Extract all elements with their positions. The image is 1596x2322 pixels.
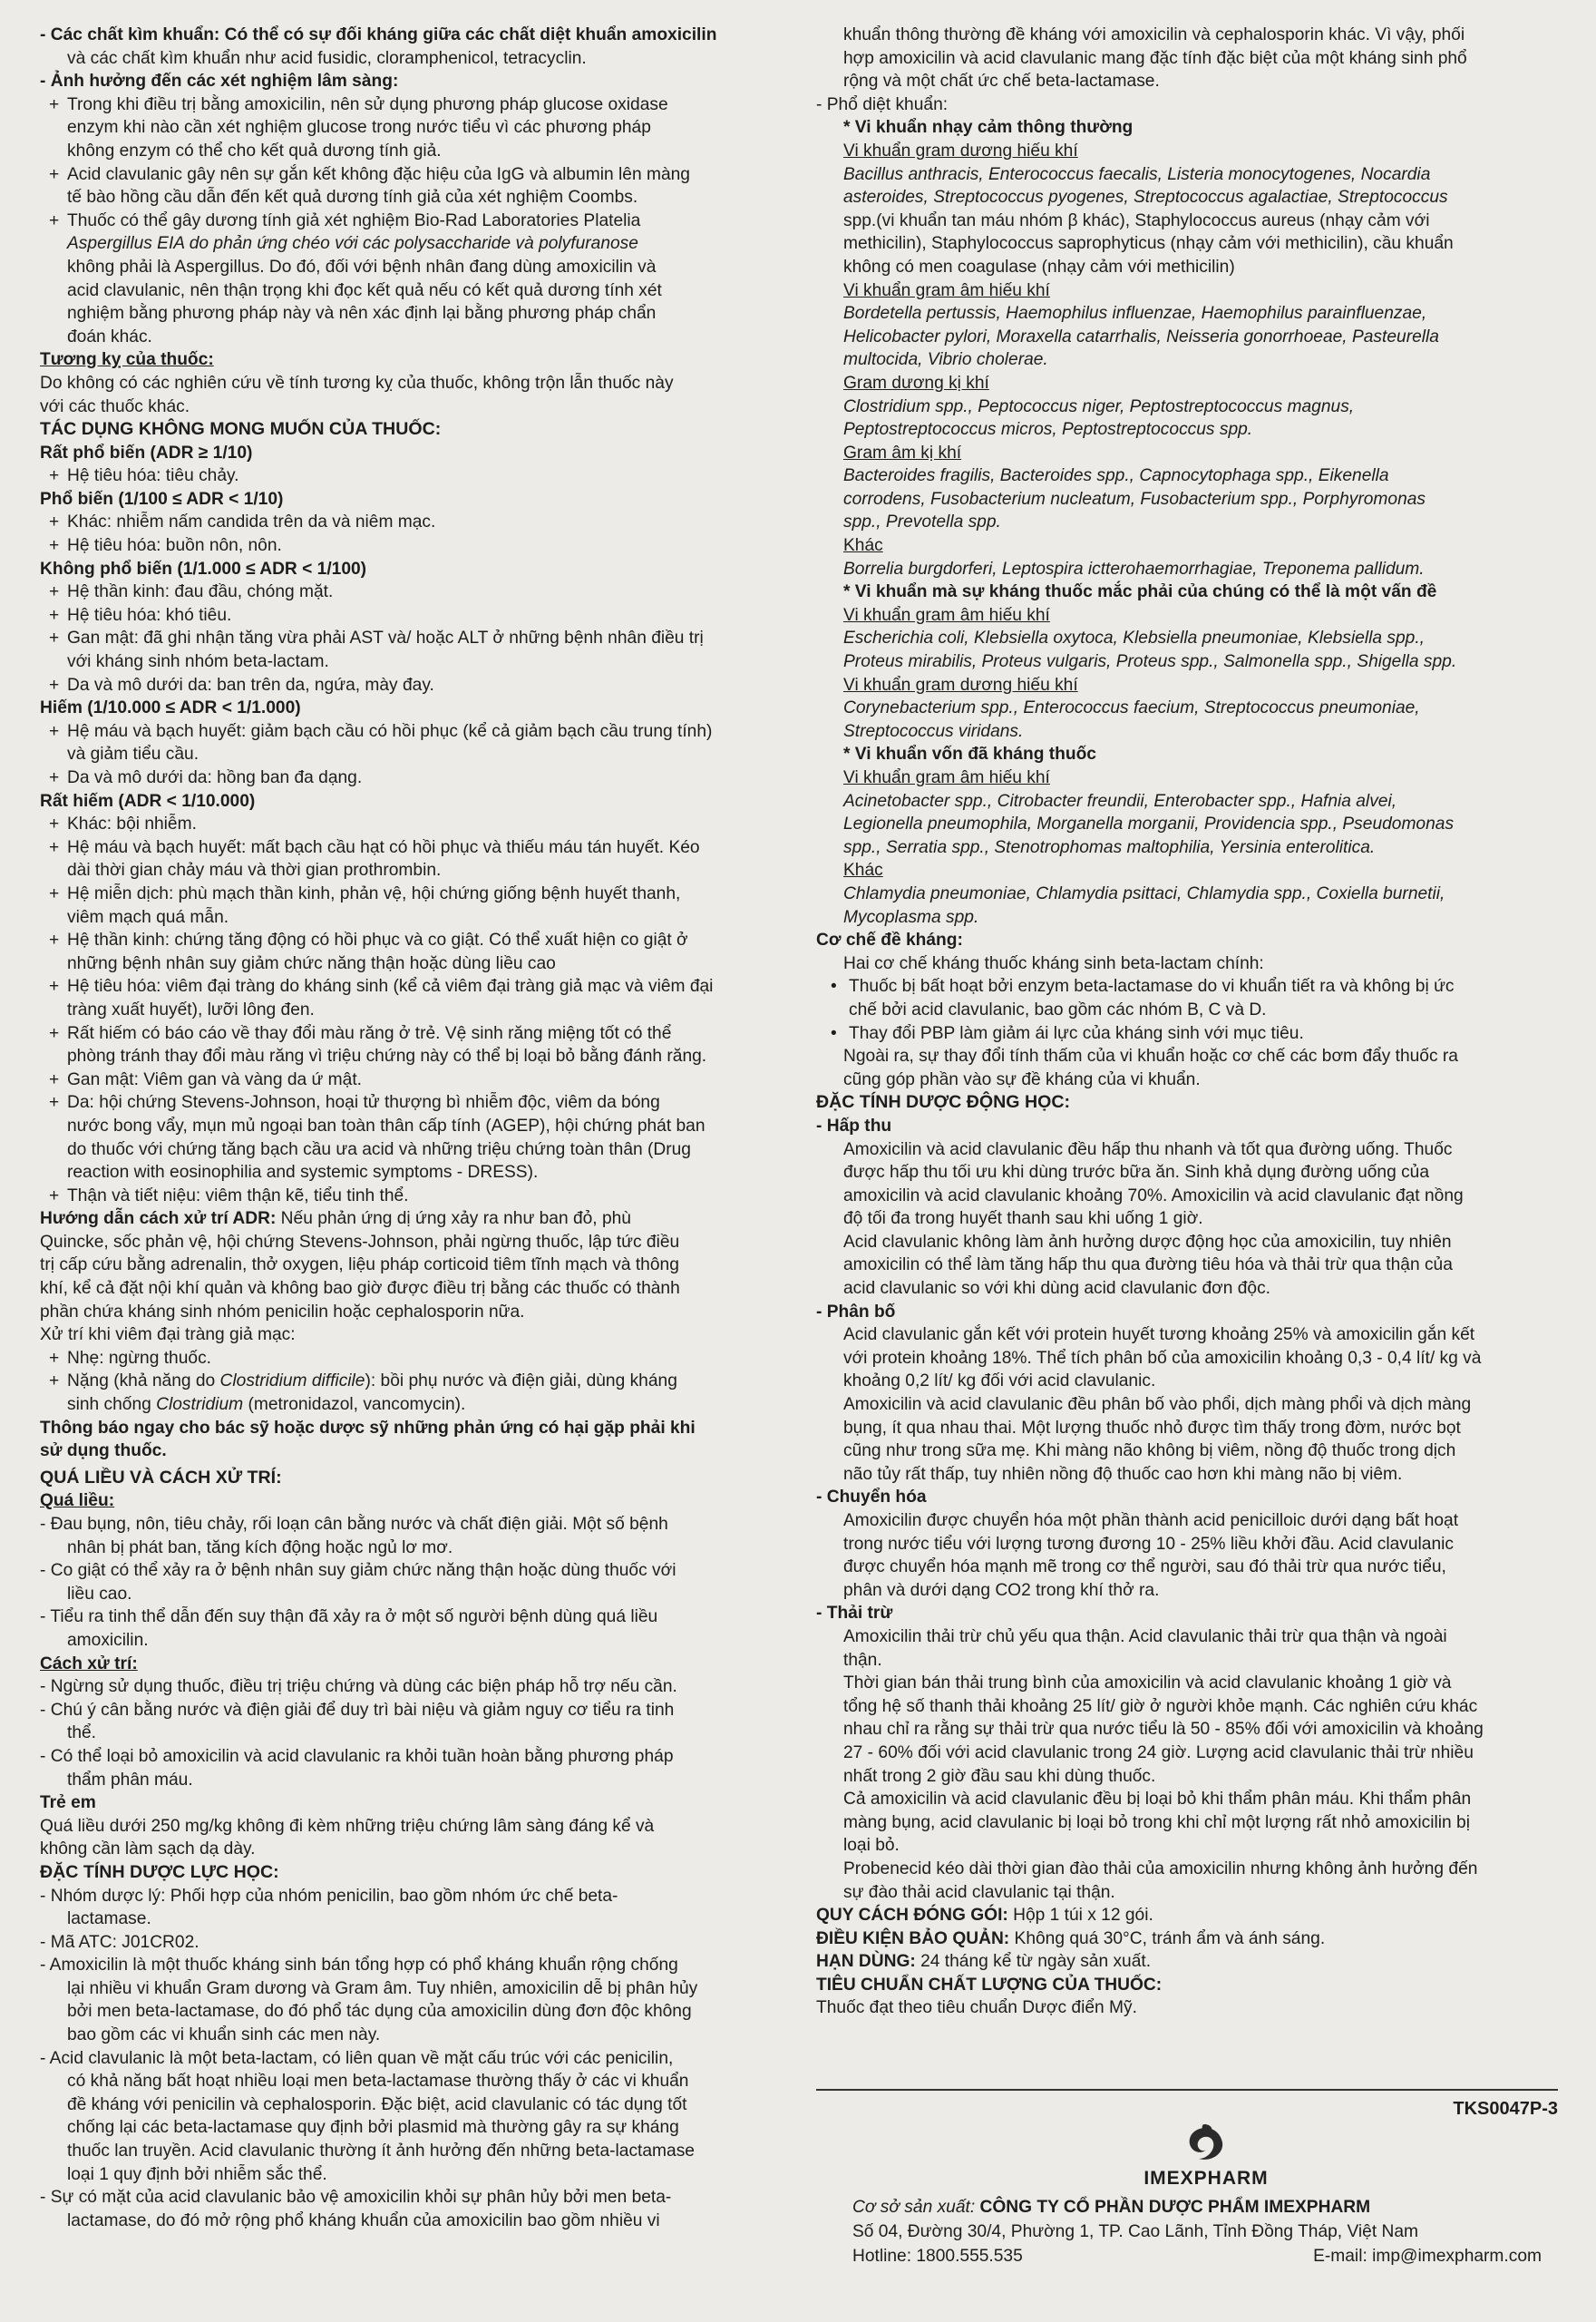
address-line: Số 04, Đường 30/4, Phường 1, TP. Cao Lãnh, Tỉnh Đồng Tháp, Việt Nam (852, 2222, 1419, 2241)
list-item: + Trong khi điều trị bằng amoxicilin, nên sử dụng phương pháp glucose oxidase enzym khi nào cần xét nghiệm glucose trong nước tiểu vì các phương pháp không enzym có thể cho kết quả dương tính giả. (49, 94, 668, 161)
text-line: Acinetobacter spp., Citrobacter freundii, Enterobacter spp., Hafnia alvei, (843, 791, 1397, 811)
text-line: với protein khoảng 18%. Thể tích phân bố của amoxicilin khoảng 0,3 - 0,4 lít/ kg và (843, 1348, 1482, 1368)
text-line: khuẩn thông thường đề kháng với amoxicilin và cephalosporin khác. Vì vậy, phối (843, 25, 1465, 44)
list-item: + Hệ tiêu hóa: tiêu chảy. (49, 466, 239, 486)
text-line: - Các chất kìm khuẩn: Có thể có sự đối kháng giữa các chất diệt khuẩn amoxicilin (40, 25, 717, 44)
list-item: • Thay đổi PBP làm giảm ái lực của kháng sinh với mục tiêu. (831, 1023, 1304, 1043)
subheading: Vi khuẩn gram âm hiếu khí (843, 605, 1050, 625)
text-line: thể. (67, 1723, 97, 1743)
list-item: • Thuốc bị bất hoạt bởi enzym beta-lactamase do vi khuẩn tiết ra và không bị ức chế bởi acid clavulanic, bao gồm các nhóm B, C và D. (831, 977, 1455, 1020)
subheading: Khác (843, 536, 883, 556)
list-item: + Hệ tiêu hóa: khó tiêu. (49, 605, 232, 625)
text-line: spp.(vi khuẩn tan máu nhóm β khác), Staphylococcus aureus (nhạy cảm với (843, 210, 1430, 230)
text-line: Amoxicilin và acid clavulanic đều hấp thu nhanh và tốt qua đường uống. Thuốc (843, 1139, 1453, 1159)
text-line: Chlamydia pneumoniae, Chlamydia psittaci, Chlamydia spp., Coxiella burnetii, (843, 883, 1445, 903)
text-line: được hấp thu tối ưu khi dùng trước bữa ăn. Sinh khả dụng đường uống của (843, 1163, 1430, 1183)
subheading: Cách xử trí: (40, 1654, 138, 1673)
list-item: + Hệ máu và bạch huyết: mất bạch cầu hạt có hồi phục và thiếu máu tán huyết. Kéo dài thời gian chảy máu và thời gian prothrombin. (49, 837, 700, 881)
subheading: * Vi khuẩn nhạy cảm thông thường (843, 118, 1134, 138)
text-line: chống lại các beta-lactamase quy định bởi plasmid mà thường gây ra sự kháng (67, 2118, 679, 2138)
subheading: Cơ chế đề kháng: (816, 931, 963, 951)
text-line: nhất trong 2 giờ đầu sau khi dùng thuốc. (843, 1766, 1156, 1786)
list-item: + Khác: bội nhiễm. (49, 815, 197, 834)
text-line: 27 - 60% đối với acid clavulanic trong 24 giờ. Lượng acid clavulanic thải trừ nhiều (843, 1742, 1474, 1762)
text-line: màng bụng, acid clavulanic bị loại bỏ trong khi chỉ một lượng rất nhỏ amoxicilin bị (843, 1812, 1470, 1832)
text-line: Helicobacter pylori, Moraxella catarrhalis, Neisseria gonorrhoeae, Pasteurella (843, 327, 1439, 346)
text-line: acid clavulanic so với khi dùng acid clavulanic đơn độc. (843, 1279, 1270, 1299)
text-line: Bacillus anthracis, Enterococcus faecalis, Listeria monocytogenes, Nocardia (843, 164, 1431, 184)
section-heading: ĐẶC TÍNH DƯỢC ĐỘNG HỌC: (816, 1092, 1071, 1113)
packaging-line: QUY CÁCH ĐÓNG GÓI: Hộp 1 túi x 12 gói. (816, 1906, 1153, 1926)
subheading: - Chuyển hóa (816, 1488, 927, 1507)
logo-icon (1177, 2122, 1235, 2166)
text-line: loại 1 quy định bởi nhiễm sắc thể. (67, 2164, 327, 2184)
text-line: - Co giật có thể xảy ra ở bệnh nhân suy giảm chức năng thận hoặc dùng thuốc với (40, 1561, 676, 1581)
subheading: Phổ biến (1/100 ≤ ADR < 1/10) (40, 489, 284, 509)
list-item: + Hệ miễn dịch: phù mạch thần kinh, phản vệ, hội chứng giống bệnh huyết thanh, viêm mạch quá mẫn. (49, 883, 681, 927)
text-line: multocida, Vibrio cholerae. (843, 350, 1048, 370)
text-line: asteroides, Streptococcus pyogenes, Streptococcus agalactiae, Streptococcus (843, 188, 1448, 208)
text-line: Mycoplasma spp. (843, 907, 979, 927)
subheading: Gram âm kị khí (843, 443, 962, 463)
text-line: trong nước tiểu với lượng tương đương 10 - 25% liều khởi đầu. Acid clavulanic (843, 1534, 1454, 1554)
text-line: loại bỏ. (843, 1836, 900, 1856)
subheading: Rất hiếm (ADR < 1/10.000) (40, 791, 256, 811)
subheading: Vi khuẩn gram âm hiếu khí (843, 768, 1050, 787)
list-item: + Gan mật: Viêm gan và vàng da ứ mật. (49, 1069, 362, 1089)
list-item: + Da: hội chứng Stevens-Johnson, hoại tử thượng bì nhiễm độc, viêm da bóng nước bong vẩy, mụn mủ ngoại ban toàn thân cấp tính (AGEP), hội chứng phát ban do thuốc với chứng tăng bạch cầu ưa acid và những triệu chứng toàn thân (Drug reaction with eosinophilia and systemic symptoms - DRESS). (49, 1093, 706, 1183)
text-line: Streptococcus viridans. (843, 721, 1024, 741)
list-item: + Gan mật: đã ghi nhận tăng vừa phải AST và/ hoặc ALT ở những bệnh nhân điều trị với kháng sinh nhóm beta-lactam. (49, 629, 704, 672)
text-line: nhân bị phát ban, tăng kích động hoặc ngủ lơ mơ. (67, 1537, 453, 1557)
section-heading: QUÁ LIỀU VÀ CÁCH XỬ TRÍ: (40, 1467, 282, 1488)
warning-text: sử dụng thuốc. (40, 1441, 167, 1461)
text-line: Bacteroides fragilis, Bacteroides spp., Capnocytophaga spp., Eikenella (843, 466, 1389, 486)
text-line: lại nhiều vi khuẩn Gram dương và Gram âm. Tuy nhiên, amoxicilin dễ bị phân hủy (67, 1978, 698, 1998)
list-item: + Acid clavulanic gây nên sự gắn kết không đặc hiệu của IgG và albumin lên màng tế bào hồng cầu dẫn đến kết quả dương tính giả của xét nghiệm Coombs. (49, 164, 690, 208)
text-line: spp., Serratia spp., Stenotrophomas maltophilia, Yersinia enterolitica. (843, 837, 1376, 857)
text-line: không có men coagulase (nhạy cảm với methicilin) (843, 257, 1235, 277)
text-line: - Chú ý cân bằng nước và điện giải để duy trì bài niệu và giảm nguy cơ tiểu ra tinh (40, 1700, 675, 1720)
text-line: methicilin), Staphylococcus saprophyticus (nhạy cảm với methicilin), cầu khuẩn (843, 234, 1454, 254)
text-line: độ tối đa trong huyết thanh sau khi uống 1 giờ. (843, 1209, 1203, 1229)
text-line: - Nhóm dược lý: Phối hợp của nhóm penicilin, bao gồm nhóm ức chế beta- (40, 1886, 618, 1906)
subheading: - Thải trừ (816, 1604, 893, 1624)
text-line: Hướng dẫn cách xử trí ADR: Nếu phản ứng dị ứng xảy ra như ban đỏ, phù (40, 1209, 631, 1229)
subheading: - Phân bố (816, 1302, 896, 1322)
text-line: đề kháng với penicilin và cephalosporin. Đặc biệt, acid clavulanic có tác dụng tốt (67, 2094, 687, 2114)
text-line: bao gồm các vi khuẩn sinh các men này. (67, 2025, 381, 2045)
text-line: khí, kể cả đặt nội khí quản và không bao giờ được điều trị bằng các thuốc có thành (40, 1279, 680, 1299)
section-heading: TIÊU CHUẨN CHẤT LƯỢNG CỦA THUỐC: (816, 1975, 1163, 1995)
right-column (816, 24, 1558, 2020)
text-line: Amoxicilin và acid clavulanic đều phân bố vào phổi, dịch màng phổi và dịch màng (843, 1395, 1472, 1415)
left-column (40, 24, 771, 2232)
contact-row (852, 2244, 1542, 2268)
text-line: - Có thể loại bỏ amoxicilin và acid clavulanic ra khỏi tuần hoàn bằng phương pháp (40, 1746, 674, 1766)
text-line: - Đau bụng, nôn, tiêu chảy, rối loạn cân bằng nước và chất điện giải. Một số bệnh (40, 1515, 668, 1534)
text-line: Proteus mirabilis, Proteus vulgaris, Proteus spp., Salmonella spp., Shigella spp. (843, 652, 1457, 672)
list-item: + Hệ tiêu hóa: viêm đại tràng do kháng sinh (kể cả viêm đại tràng giả mạc và viêm đại tràng xuất huyết), lưỡi lông đen. (49, 977, 714, 1020)
list-item: + Hệ tiêu hóa: buồn nôn, nôn. (49, 536, 282, 556)
text-line: Probenecid kéo dài thời gian đào thải của amoxicilin nhưng không ảnh hưởng đến (843, 1859, 1478, 1878)
text-line: Quincke, sốc phản vệ, hội chứng Stevens-Johnson, phải ngừng thuốc, lập tức điều (40, 1232, 680, 1252)
text-line: liều cao. (67, 1584, 132, 1604)
text-line: không cần làm sạch dạ dày. (40, 1839, 256, 1859)
manufacturer-block (852, 2195, 1542, 2268)
text-line: phân và dưới dạng CO2 trong khí thở ra. (843, 1580, 1160, 1600)
subheading: * Vi khuẩn vốn đã kháng thuốc (843, 745, 1096, 765)
text-line: Corynebacterium spp., Enterococcus faecium, Streptococcus pneumoniae, (843, 698, 1420, 718)
text-line: lactamase. (67, 1909, 151, 1929)
list-item: + Hệ thần kinh: chứng tăng động có hồi phục và co giật. Có thể xuất hiện co giật ở những bệnh nhân suy giảm chức năng thận hoặc dùng liều cao (49, 931, 688, 973)
text-line: có khả năng bất hoạt nhiều loại men beta-lactamase thường thấy ở các vi khuẩn (67, 2072, 689, 2092)
text-line: cũng góp phần vào sự đề kháng của vi khuẩn. (843, 1069, 1201, 1089)
text-line: Acid clavulanic không làm ảnh hưởng dược động học của amoxicilin, tuy nhiên (843, 1232, 1452, 1252)
subheading: Vi khuẩn gram dương hiếu khí (843, 141, 1078, 161)
text-line: phần chứa kháng sinh nhóm penicilin hoặc cephalosporin nữa. (40, 1302, 525, 1322)
subheading: Vi khuẩn gram dương hiếu khí (843, 675, 1078, 695)
list-item: + Khác: nhiễm nấm candida trên da và niêm mạc. (49, 512, 436, 532)
text-line: Do không có các nghiên cứu về tính tương kỵ của thuốc, không trộn lẫn thuốc này (40, 373, 674, 393)
text-line: trị cấp cứu bằng adrenalin, thở oxygen, liệu pháp corticoid tiêm tĩnh mạch và thông (40, 1255, 679, 1275)
text-line: Amoxicilin được chuyển hóa một phần thành acid penicilloic dưới dạng bất hoạt (843, 1511, 1459, 1530)
list-item: + Hệ thần kinh: đau đầu, chóng mặt. (49, 582, 334, 602)
text-line: Ngoài ra, sự thay đổi tính thấm của vi khuẩn hoặc cơ chế các bơm đẩy thuốc ra (843, 1047, 1458, 1067)
text-line: và các chất kìm khuẩn như acid fusidic, cloramphenicol, tetracyclin. (67, 48, 587, 68)
section-heading: TÁC DỤNG KHÔNG MONG MUỐN CỦA THUỐC: (40, 419, 442, 440)
text-line: sự đào thải acid clavulanic tại thận. (843, 1882, 1115, 1902)
subheading: Rất phổ biến (ADR ≥ 1/10) (40, 443, 253, 463)
text-line: với các thuốc khác. (40, 396, 190, 416)
text-line: nhau chỉ ra rằng sự thải trừ qua nước tiểu là 50 - 85% đối với amoxicilin và khoảng (843, 1720, 1484, 1740)
text-line: cũng như trong sữa mẹ. Khi màng não không bị viêm, nồng độ thuốc trong dịch (843, 1441, 1456, 1461)
section-heading: - Ảnh hưởng đến các xét nghiệm lâm sàng: (40, 72, 399, 92)
text-line: thận. (843, 1650, 882, 1670)
subheading: * Vi khuẩn mà sự kháng thuốc mắc phải của chúng có thể là một vấn đề (843, 582, 1437, 602)
text-line: khoảng 0,2 lít/ kg đối với acid clavulanic. (843, 1371, 1156, 1391)
section-heading: Tương kỵ của thuốc: (40, 350, 214, 370)
subheading: Gram dương kị khí (843, 373, 989, 393)
hotline: Hotline: 1800.555.535 (852, 2247, 1023, 2266)
text-line: - Phổ diệt khuẩn: (816, 94, 949, 114)
text-line: thẩm phân máu. (67, 1770, 193, 1790)
text-line: - Sự có mặt của acid clavulanic bảo vệ amoxicilin khỏi sự phân hủy bởi men beta- (40, 2188, 672, 2208)
email: E-mail: imp@imexpharm.com (1313, 2247, 1542, 2266)
text-line: Borrelia burgdorferi, Leptospira ictterohaemorrhagiae, Treponema pallidum. (843, 559, 1425, 579)
list-item: + Nhẹ: ngừng thuốc. (49, 1348, 211, 1368)
list-item: + Da và mô dưới da: ban trên da, ngứa, mày đay. (49, 675, 434, 695)
text-line: Bordetella pertussis, Haemophilus influenzae, Haemophilus parainfluenzae, (843, 304, 1427, 324)
text-line: Peptostreptococcus micros, Peptostreptococcus spp. (843, 420, 1253, 440)
text-line: - Mã ATC: J01CR02. (40, 1932, 200, 1952)
text-line: - Tiểu ra tinh thể dẫn đến suy thận đã xảy ra ở một số người bệnh dùng quá liều (40, 1607, 658, 1627)
text-line: amoxicilin và acid clavulanic khoảng 70%. Amoxicilin và acid clavulanic đạt nồng (843, 1185, 1464, 1205)
subheading: Trẻ em (40, 1793, 96, 1813)
text-line: Escherichia coli, Klebsiella oxytoca, Klebsiella pneumoniae, Klebsiella spp., (843, 629, 1426, 649)
subheading: Hiếm (1/10.000 ≤ ADR < 1/1.000) (40, 698, 301, 718)
document-code: TKS0047P-3 (1453, 2099, 1558, 2119)
divider (816, 2089, 1558, 2091)
list-item: + Hệ máu và bạch huyết: giảm bạch cầu có hồi phục (kể cả giảm bạch cầu trung tính) và giảm tiểu cầu. (49, 721, 713, 765)
shelf-life-line: HẠN DÙNG: 24 tháng kể từ ngày sản xuất. (816, 1952, 1152, 1972)
text-line: được chuyển hóa mạnh mẽ trong cơ thể người, sau đó thải trừ qua nước tiểu, (843, 1557, 1446, 1577)
text-line: - Acid clavulanic là một beta-lactam, có liên quan về mặt cấu trúc với các penicilin, (40, 2048, 674, 2068)
text-line: - Amoxicilin là một thuốc kháng sinh bán tổng hợp có phổ kháng khuẩn rộng chống (40, 1956, 678, 1976)
subheading: Vi khuẩn gram âm hiếu khí (843, 280, 1050, 300)
subheading: - Hấp thu (816, 1116, 892, 1136)
text-line: Quá liều dưới 250 mg/kg không đi kèm những triệu chứng lâm sàng đáng kể và (40, 1816, 655, 1836)
text-line: tổng hệ số thanh thải khoảng 25 lít/ giờ ở người khỏe mạnh. Các nghiên cứu khác (843, 1696, 1478, 1716)
list-item: + Thận và tiết niệu: viêm thận kẽ, tiểu tinh thể. (49, 1185, 409, 1205)
text-line: bụng, ít qua nhau thai. Một lượng thuốc nhỏ được tìm thấy trong đờm, nước bọt (843, 1418, 1461, 1438)
manufacturer-line: Cơ sở sản xuất: CÔNG TY CỔ PHẦN DƯỢC PHẨM IMEXPHARM (852, 2198, 1371, 2217)
text-line: amoxicilin có thể làm tăng hấp thu qua đường tiêu hóa và thải trừ qua thận của (843, 1255, 1453, 1275)
warning-text: Thông báo ngay cho bác sỹ hoặc dược sỹ những phản ứng có hại gặp phải khi (40, 1418, 696, 1438)
text-line: lactamase, do đó mở rộng phổ kháng khuẩn của amoxicilin bao gồm nhiều vi (67, 2210, 660, 2230)
text-line: Legionella pneumophila, Morganella morganii, Providencia spp., Pseudomonas (843, 815, 1455, 834)
section-heading: ĐẶC TÍNH DƯỢC LỰC HỌC: (40, 1861, 279, 1882)
text-line: corrodens, Fusobacterium nucleatum, Fusobacterium spp., Porphyromonas (843, 489, 1426, 509)
text-line: Thuốc đạt theo tiêu chuẩn Dược điển Mỹ. (816, 1998, 1137, 2018)
text-line: amoxicilin. (67, 1630, 149, 1650)
text-line: hợp amoxicilin và acid clavulanic mang đặc tính đặc biệt của một kháng sinh phổ (843, 48, 1467, 68)
text-line: Acid clavulanic gắn kết với protein huyết tương khoảng 25% và amoxicilin gắn kết (843, 1325, 1475, 1345)
text-line: Clostridium spp., Peptococcus niger, Peptostreptococcus magnus, (843, 396, 1355, 416)
subheading: Không phổ biến (1/1.000 ≤ ADR < 1/100) (40, 559, 367, 579)
subheading: Khác (843, 861, 883, 881)
list-item: + Thuốc có thể gây dương tính giả xét nghiệm Bio-Rad Laboratories Platelia Aspergillus EIA do phản ứng chéo với các polysaccharide và polyfuranose không phải là Aspergillus. Do đó, đối với bệnh nhân đang dùng amoxicilin và acid clavulanic, nên thận trọng khi đọc kết quả nếu có kết quả dương tính xét nghiệm bằng phương pháp này và nên xác định lại bằng phương pháp chẩn đoán khác. (49, 210, 662, 346)
text-line: não tủy rất thấp, tuy nhiên nồng độ thuốc cao hơn khi màng não bị viêm. (843, 1464, 1403, 1484)
brand-name: IMEXPHARM (1143, 2168, 1269, 2189)
storage-line: ĐIỀU KIỆN BẢO QUẢN: Không quá 30°C, tránh ẩm và ánh sáng. (816, 1928, 1326, 1948)
subheading: Quá liều: (40, 1491, 115, 1511)
text-line: Cả amoxicilin và acid clavulanic đều bị loại bỏ khi thẩm phân máu. Khi thẩm phân (843, 1790, 1472, 1810)
list-item: + Nặng (khả năng do Clostridium difficile): bồi phụ nước và điện giải, dùng kháng sinh chống Clostridium (metronidazol, vancomycin). (49, 1371, 677, 1415)
text-line: Thời gian bán thải trung bình của amoxicilin và acid clavulanic khoảng 1 giờ và (843, 1673, 1452, 1693)
text-line: - Ngừng sử dụng thuốc, điều trị triệu chứng và dùng các biện pháp hỗ trợ nếu cần. (40, 1677, 677, 1697)
list-item: + Da và mô dưới da: hồng ban đa dạng. (49, 768, 363, 787)
text-line: spp., Prevotella spp. (843, 512, 1001, 532)
text-line: bởi men beta-lactamase, do đó phổ tác dụng của amoxicilin dùng đơn độc không (67, 2002, 692, 2022)
text-line: thuốc lan truyền. Acid clavulanic thường ít ảnh hưởng đến những beta-lactamase (67, 2142, 695, 2161)
text-line: Hai cơ chế kháng thuốc kháng sinh beta-lactam chính: (843, 953, 1264, 973)
text-line: Xử trí khi viêm đại tràng giả mạc: (40, 1325, 296, 1345)
text-line: Amoxicilin thải trừ chủ yếu qua thận. Acid clavulanic thải trừ qua thận và ngoài (843, 1626, 1447, 1646)
list-item: + Rất hiếm có báo cáo về thay đổi màu răng ở trẻ. Vệ sinh răng miệng tốt có thể phòng tránh thay đổi màu răng vì triệu chứng này có thể bị loại bỏ bằng đánh răng. (49, 1023, 707, 1067)
text-line: rộng và một chất ức chế beta-lactamase. (843, 72, 1160, 92)
